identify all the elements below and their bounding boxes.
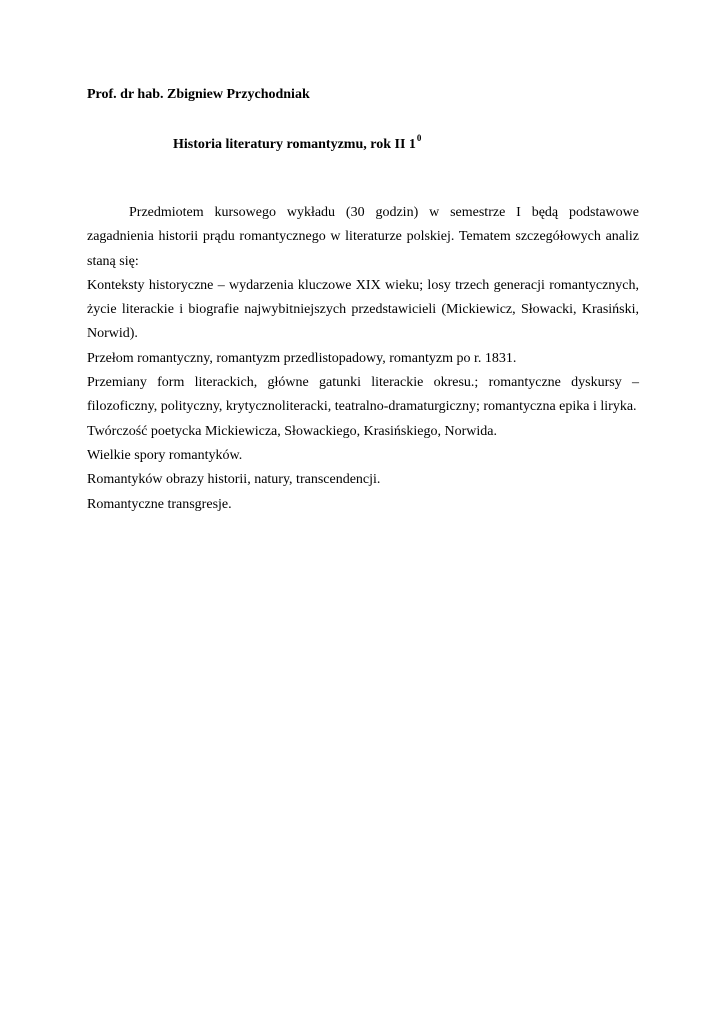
topic-paragraph-5: Wielkie spory romantyków. — [87, 447, 243, 463]
document-body — [87, 201, 639, 517]
course-title-superscript: 0 — [416, 133, 422, 143]
topic-paragraph-4: Twórczość poetycka Mickiewicza, Słowackiego, Krasińskiego, Norwida. — [87, 423, 497, 439]
topic-paragraph-2: Przełom romantyczny, romantyzm przedlistopadowy, romantyzm po r. 1831. — [87, 350, 517, 366]
course-title — [173, 133, 422, 154]
topic-paragraph-7: Romantyczne transgresje. — [87, 496, 232, 512]
intro-paragraph: Przedmiotem kursowego wykładu (30 godzin) w semestrze I będą podstawowe zagadnienia historii prądu romantycznego w literaturze polskiej. Tematem szczegółowych analiz staną się: — [87, 205, 639, 269]
topic-paragraph-6: Romantyków obrazy historii, natury, transcendencji. — [87, 472, 381, 488]
topic-paragraph-1: Konteksty historyczne – wydarzenia kluczowe XIX wieku; losy trzech generacji romantycznych, życie literackie i biografie najwybitniejszych przedstawicieli (Mickiewicz, Słowacki, Krasiński, Norwid). — [87, 277, 639, 342]
author-name: Prof. dr hab. Zbigniew Przychodniak — [87, 87, 310, 102]
topic-paragraph-3: Przemiany form literackich, główne gatunki literackie okresu.; romantyczne dyskursy – filozoficzny, polityczny, krytycznoliterack‌i, teatralno-dramaturgiczny; romantyczna epika i liryka. — [87, 375, 639, 415]
course-title-text: Historia literatury romantyzmu, rok II 1 — [173, 137, 416, 152]
